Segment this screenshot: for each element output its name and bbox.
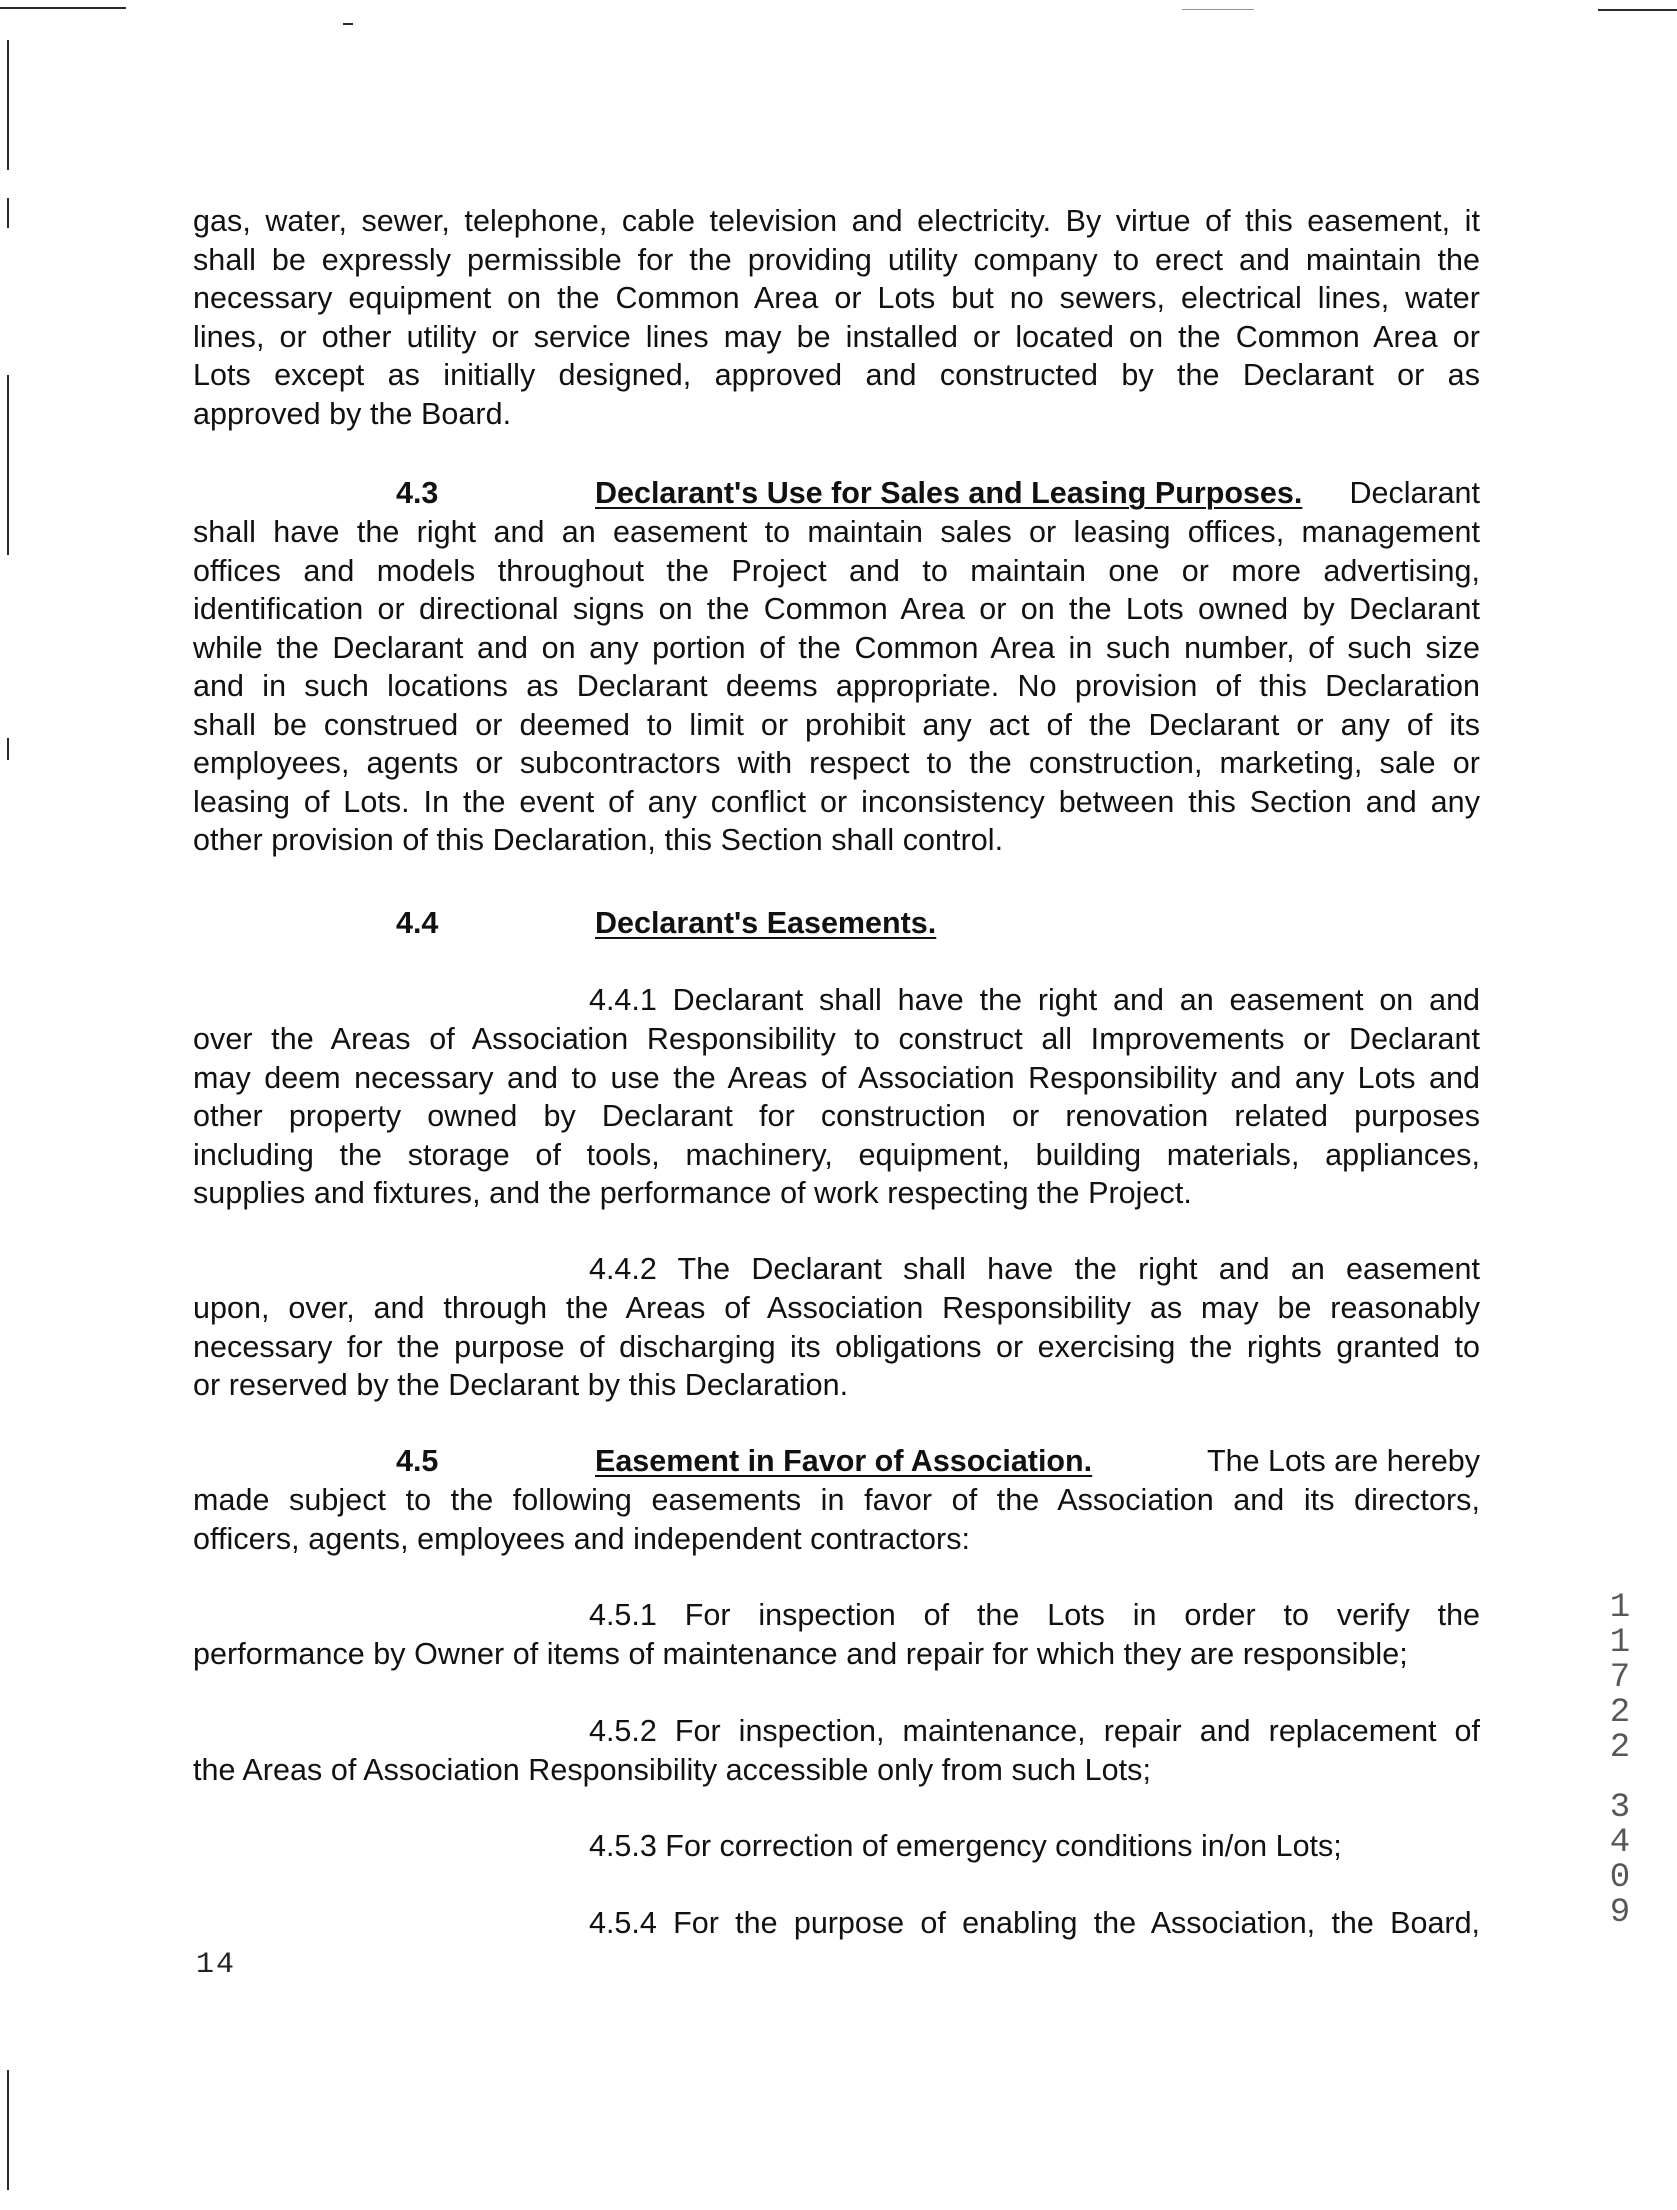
section-number: 4.4 bbox=[396, 906, 439, 940]
section-number: 4.3 bbox=[396, 476, 439, 510]
scan-margin-bar-1 bbox=[7, 40, 9, 170]
subsection-4-5-3-first-line bbox=[193, 1827, 1480, 1867]
subsection-line: including the storage of tools, machinery, equipment, building materials, appliances, bbox=[193, 1137, 1480, 1172]
section-number: 4.5 bbox=[396, 1444, 439, 1478]
section-line: other provision of this Declaration, this Section shall control. bbox=[193, 823, 1004, 857]
section-line: leasing of Lots. In the event of any conflict or inconsistency between this Section and any bbox=[193, 784, 1480, 819]
opening-line: gas, water, sewer, telephone, cable television and electricity. By virtue of this easement, it bbox=[193, 204, 1480, 238]
section-4-5-body bbox=[193, 1481, 1480, 1558]
subsection-first-line: 4.4.2 The Declarant shall have the right and an easement bbox=[589, 1252, 1480, 1286]
subsection-4-4-1-first-line bbox=[193, 981, 1480, 1021]
opening-line: lines, or other utility or service lines may be installed or located on the Common Area or bbox=[193, 319, 1480, 354]
recording-stamp-digit: 3 bbox=[1609, 1789, 1631, 1827]
subsection-4-4-1-body bbox=[193, 1020, 1480, 1213]
subsection-line: performance by Owner of items of maintenance and repair for which they are responsible; bbox=[193, 1637, 1408, 1671]
opening-paragraph bbox=[193, 202, 1480, 433]
section-first-line-tail: Declarant bbox=[1349, 476, 1480, 510]
opening-line: necessary equipment on the Common Area or Lots but no sewers, electrical lines, water bbox=[193, 281, 1480, 315]
section-line: and in such locations as Declarant deems appropriate. No provision of this Declaration bbox=[193, 669, 1480, 703]
recording-stamp-digit: 1 bbox=[1609, 1624, 1631, 1662]
subsection-4-4-2-first-line bbox=[193, 1250, 1480, 1290]
subsection-4-5-1-body bbox=[193, 1635, 1480, 1674]
scan-top-right-line bbox=[1598, 9, 1677, 11]
section-line: shall have the right and an easement to maintain sales or leasing offices, management bbox=[193, 515, 1480, 549]
subsection-4-5-4-first-line bbox=[193, 1904, 1480, 1944]
subsection-line: other property owned by Declarant for construction or renovation related purposes bbox=[193, 1099, 1480, 1133]
subsection-line: over the Areas of Association Responsibility to construct all Improvements or Declarant bbox=[193, 1022, 1480, 1056]
section-line: offices and models throughout the Project and to maintain one or more advertising, bbox=[193, 553, 1480, 588]
section-line: officers, agents, employees and independent contractors: bbox=[193, 1521, 971, 1556]
section-first-line-tail: The Lots are hereby bbox=[1207, 1444, 1480, 1478]
subsection-4-5-1-first-line bbox=[193, 1596, 1480, 1636]
section-line: made subject to the following easements in favor of the Association and its directors, bbox=[193, 1483, 1480, 1517]
section-title: Declarant's Easements. bbox=[595, 906, 937, 940]
section-line: while the Declarant and on any portion of the Common Area in such number, of such size bbox=[193, 630, 1480, 665]
recording-stamp-digit: 1 bbox=[1609, 1589, 1631, 1627]
scan-margin-bar-4 bbox=[7, 738, 9, 760]
recording-stamp-digit: 2 bbox=[1609, 1729, 1631, 1767]
subsection-line: upon, over, and through the Areas of Association Responsibility as may be reasonably bbox=[193, 1291, 1480, 1325]
scan-top-dash bbox=[343, 23, 353, 25]
subsection-line: may deem necessary and to use the Areas of Association Responsibility and any Lots and bbox=[193, 1060, 1480, 1095]
subsection-first-line: 4.5.3 For correction of emergency conditions in/on Lots; bbox=[589, 1829, 1342, 1863]
scan-margin-bar-5 bbox=[7, 2070, 9, 2190]
opening-line: shall be expressly permissible for the providing utility company to erect and maintain the bbox=[193, 242, 1480, 277]
section-line: identification or directional signs on the Common Area or on the Lots owned by Declarant bbox=[193, 592, 1480, 626]
section-4-5-heading bbox=[193, 1442, 1480, 1482]
opening-line: approved by the Board. bbox=[193, 396, 512, 431]
section-4-3-body bbox=[193, 513, 1480, 860]
subsection-line: or reserved by the Declarant by this Declaration. bbox=[193, 1368, 849, 1402]
subsection-first-line: 4.5.2 For inspection, maintenance, repair and replacement of bbox=[589, 1714, 1480, 1748]
opening-line: Lots except as initially designed, approved and constructed by the Declarant or as bbox=[193, 358, 1480, 392]
recording-stamp-digit: 9 bbox=[1609, 1894, 1631, 1932]
section-4-3-heading bbox=[193, 474, 1480, 514]
recording-stamp-digit: 4 bbox=[1609, 1824, 1631, 1862]
recording-stamp-digit: 0 bbox=[1609, 1859, 1631, 1897]
subsection-first-line: 4.5.4 For the purpose of enabling the Association, the Board, bbox=[589, 1906, 1480, 1940]
subsection-4-5-2-first-line bbox=[193, 1712, 1480, 1752]
scan-margin-bar-2 bbox=[7, 198, 9, 228]
subsection-line: the Areas of Association Responsibility accessible only from such Lots; bbox=[193, 1753, 1151, 1787]
section-title: Easement in Favor of Association. bbox=[595, 1444, 1093, 1478]
section-line: employees, agents or subcontractors with respect to the construction, marketing, sale or bbox=[193, 746, 1480, 780]
scan-top-left-line bbox=[0, 7, 126, 9]
section-title: Declarant's Use for Sales and Leasing Purposes. bbox=[595, 476, 1303, 510]
recording-stamp-digit: 2 bbox=[1609, 1694, 1631, 1732]
subsection-first-line: 4.4.1 Declarant shall have the right and an easement on and bbox=[589, 983, 1480, 1017]
section-line: shall be construed or deemed to limit or prohibit any act of the Declarant or any of its bbox=[193, 707, 1480, 742]
scan-top-dots bbox=[1182, 9, 1254, 10]
subsection-line: supplies and fixtures, and the performance of work respecting the Project. bbox=[193, 1176, 1192, 1210]
page-number: 14 bbox=[196, 1948, 237, 1982]
subsection-4-4-2-body bbox=[193, 1289, 1480, 1405]
recording-stamp-digit: 7 bbox=[1609, 1659, 1631, 1697]
subsection-4-5-2-body bbox=[193, 1751, 1480, 1790]
scan-margin-bar-3 bbox=[7, 375, 9, 555]
subsection-first-line: 4.5.1 For inspection of the Lots in order to verify the bbox=[589, 1598, 1480, 1632]
subsection-line: necessary for the purpose of discharging its obligations or exercising the rights granted to bbox=[193, 1329, 1480, 1364]
section-4-4-heading bbox=[193, 904, 1480, 944]
